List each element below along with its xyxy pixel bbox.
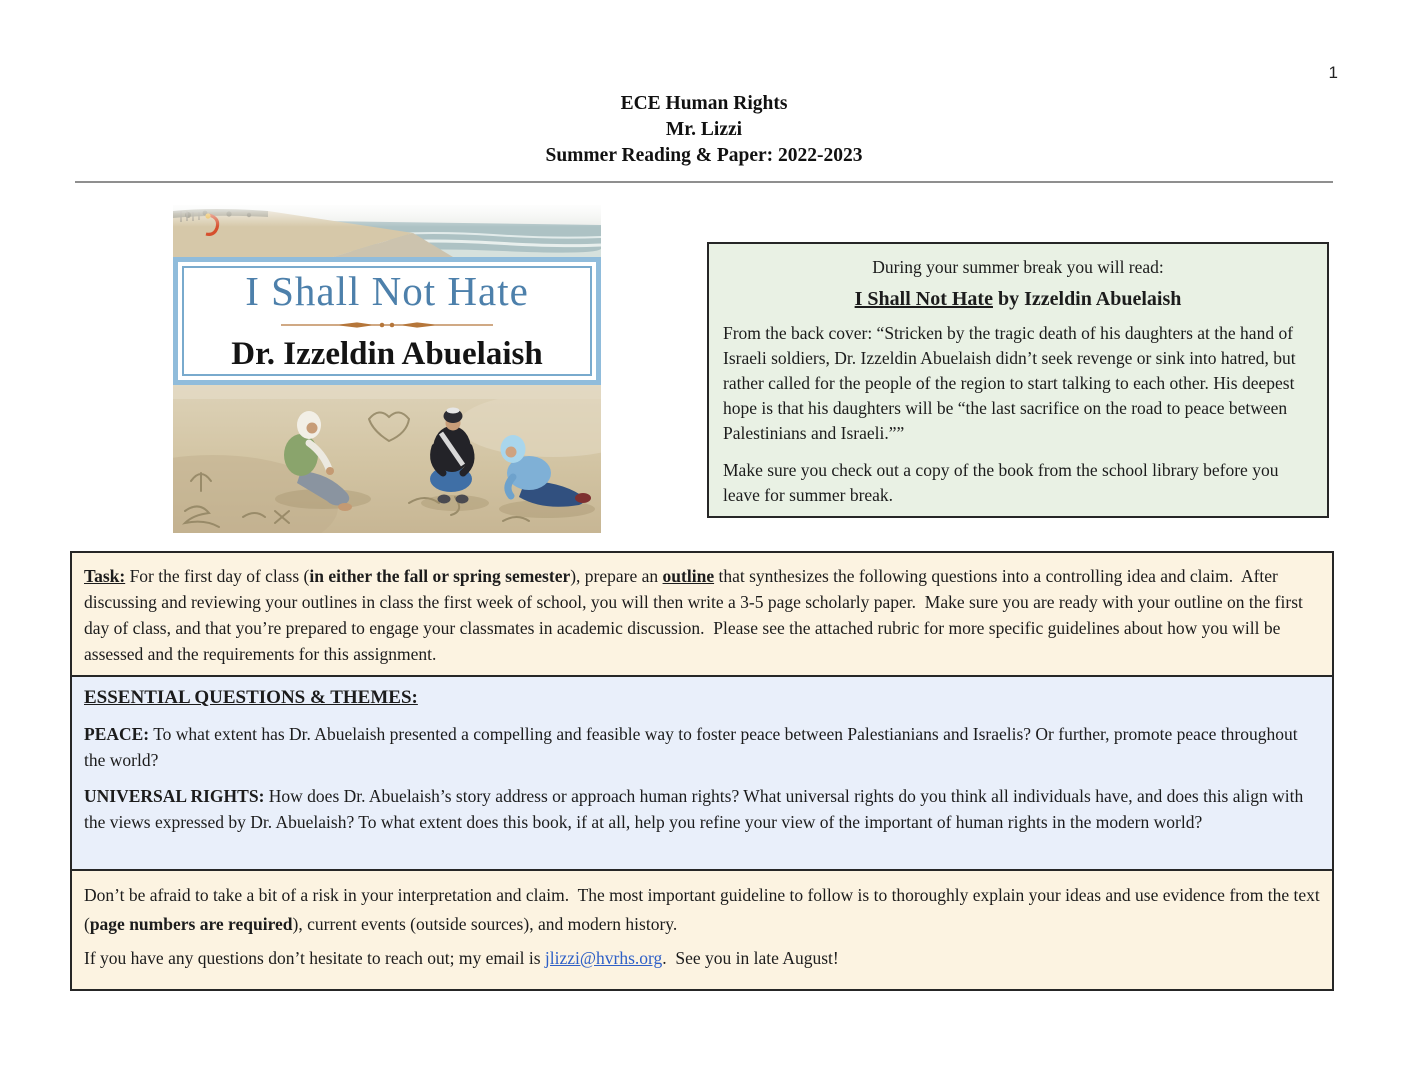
- peace-question: PEACE: To what extent has Dr. Abuelaish presented a compelling and feasible way to foster peace between Palestianians and Israelis? Or further, promote peace throughout the world?: [84, 724, 1302, 770]
- task-text: Task: For the first day of class (in either the fall or spring semester), prepare an outline that synthesizes the following questions into a controlling idea and claim. After discussing and reviewing your outlines in class the first week of school, you will then write a 3-5 page scholarly paper. Make sure you are ready with your outline on the first day of class, and that you’re prepared to engage your classmates in academic discussion. Please see the attached rubric for more specific guidelines about how you will be assessed and the requirements for this assignment.: [84, 566, 1308, 664]
- course-title: ECE Human Rights: [620, 93, 788, 114]
- assignment-title: Summer Reading & Paper: 2022-2023: [545, 145, 863, 166]
- library-note: Make sure you check out a copy of the book from the school library before you leave for summer break.: [723, 460, 1283, 505]
- questions-heading: ESSENTIAL QUESTIONS & THEMES:: [84, 687, 418, 708]
- teacher-name: Mr. Lizzi: [665, 119, 743, 140]
- task-box: [70, 551, 1334, 677]
- page-number: 1: [1328, 63, 1338, 82]
- book-cover-image: [173, 205, 601, 532]
- closing-advice: Don’t be afraid to take a bit of a risk in your interpretation and claim. The most important guideline to follow is to thoroughly explain your ideas and use evidence from the text (page numbers are required), current events (outside sources), and modern history.: [84, 885, 1325, 934]
- closing-contact: If you have any questions don’t hesitate to reach out; my email is jlizzi@hvrhs.org. See you in late August!: [84, 948, 839, 968]
- reading-book-title: I Shall Not Hate by Izzeldin Abuelaish: [854, 288, 1182, 310]
- reading-intro: During your summer break you will read:: [872, 257, 1164, 277]
- essential-questions-box: [70, 675, 1334, 871]
- horizontal-rule: [75, 181, 1333, 183]
- ornamental-divider-icon: [277, 319, 497, 331]
- back-cover-text: From the back cover: “Stricken by the tragic death of his daughters at the hand of Israeli soldiers, Dr. Izzeldin Abuelaish didn’t seek revenge or sink into hatred, but rather called for the people of the region to start talking to each other. His deepest hope is that his daughters will be “the last sacrifice on the road to peace between Palestinians and Israeli.””: [723, 323, 1301, 443]
- cover-title-frame: [173, 257, 601, 385]
- universal-rights-question: UNIVERSAL RIGHTS: How does Dr. Abuelaish’s story address or approach human rights? What universal rights do you think all individuals have, and does this align with the views expressed by Dr. Abuelaish? To what extent does this book, if at all, help you refine your view of the important of human rights in the modern world?: [84, 786, 1308, 832]
- beach-photo-top: [173, 205, 601, 257]
- beach-photo-children: [173, 385, 601, 533]
- document-header: [0, 91, 1408, 169]
- cover-author: Dr. Izzeldin Abuelaish: [231, 336, 543, 372]
- closing-box: [70, 869, 1334, 991]
- summer-reading-box: [707, 242, 1329, 518]
- email-link[interactable]: jlizzi@hvrhs.org: [544, 948, 663, 968]
- cover-book-title: I Shall Not Hate: [245, 268, 529, 314]
